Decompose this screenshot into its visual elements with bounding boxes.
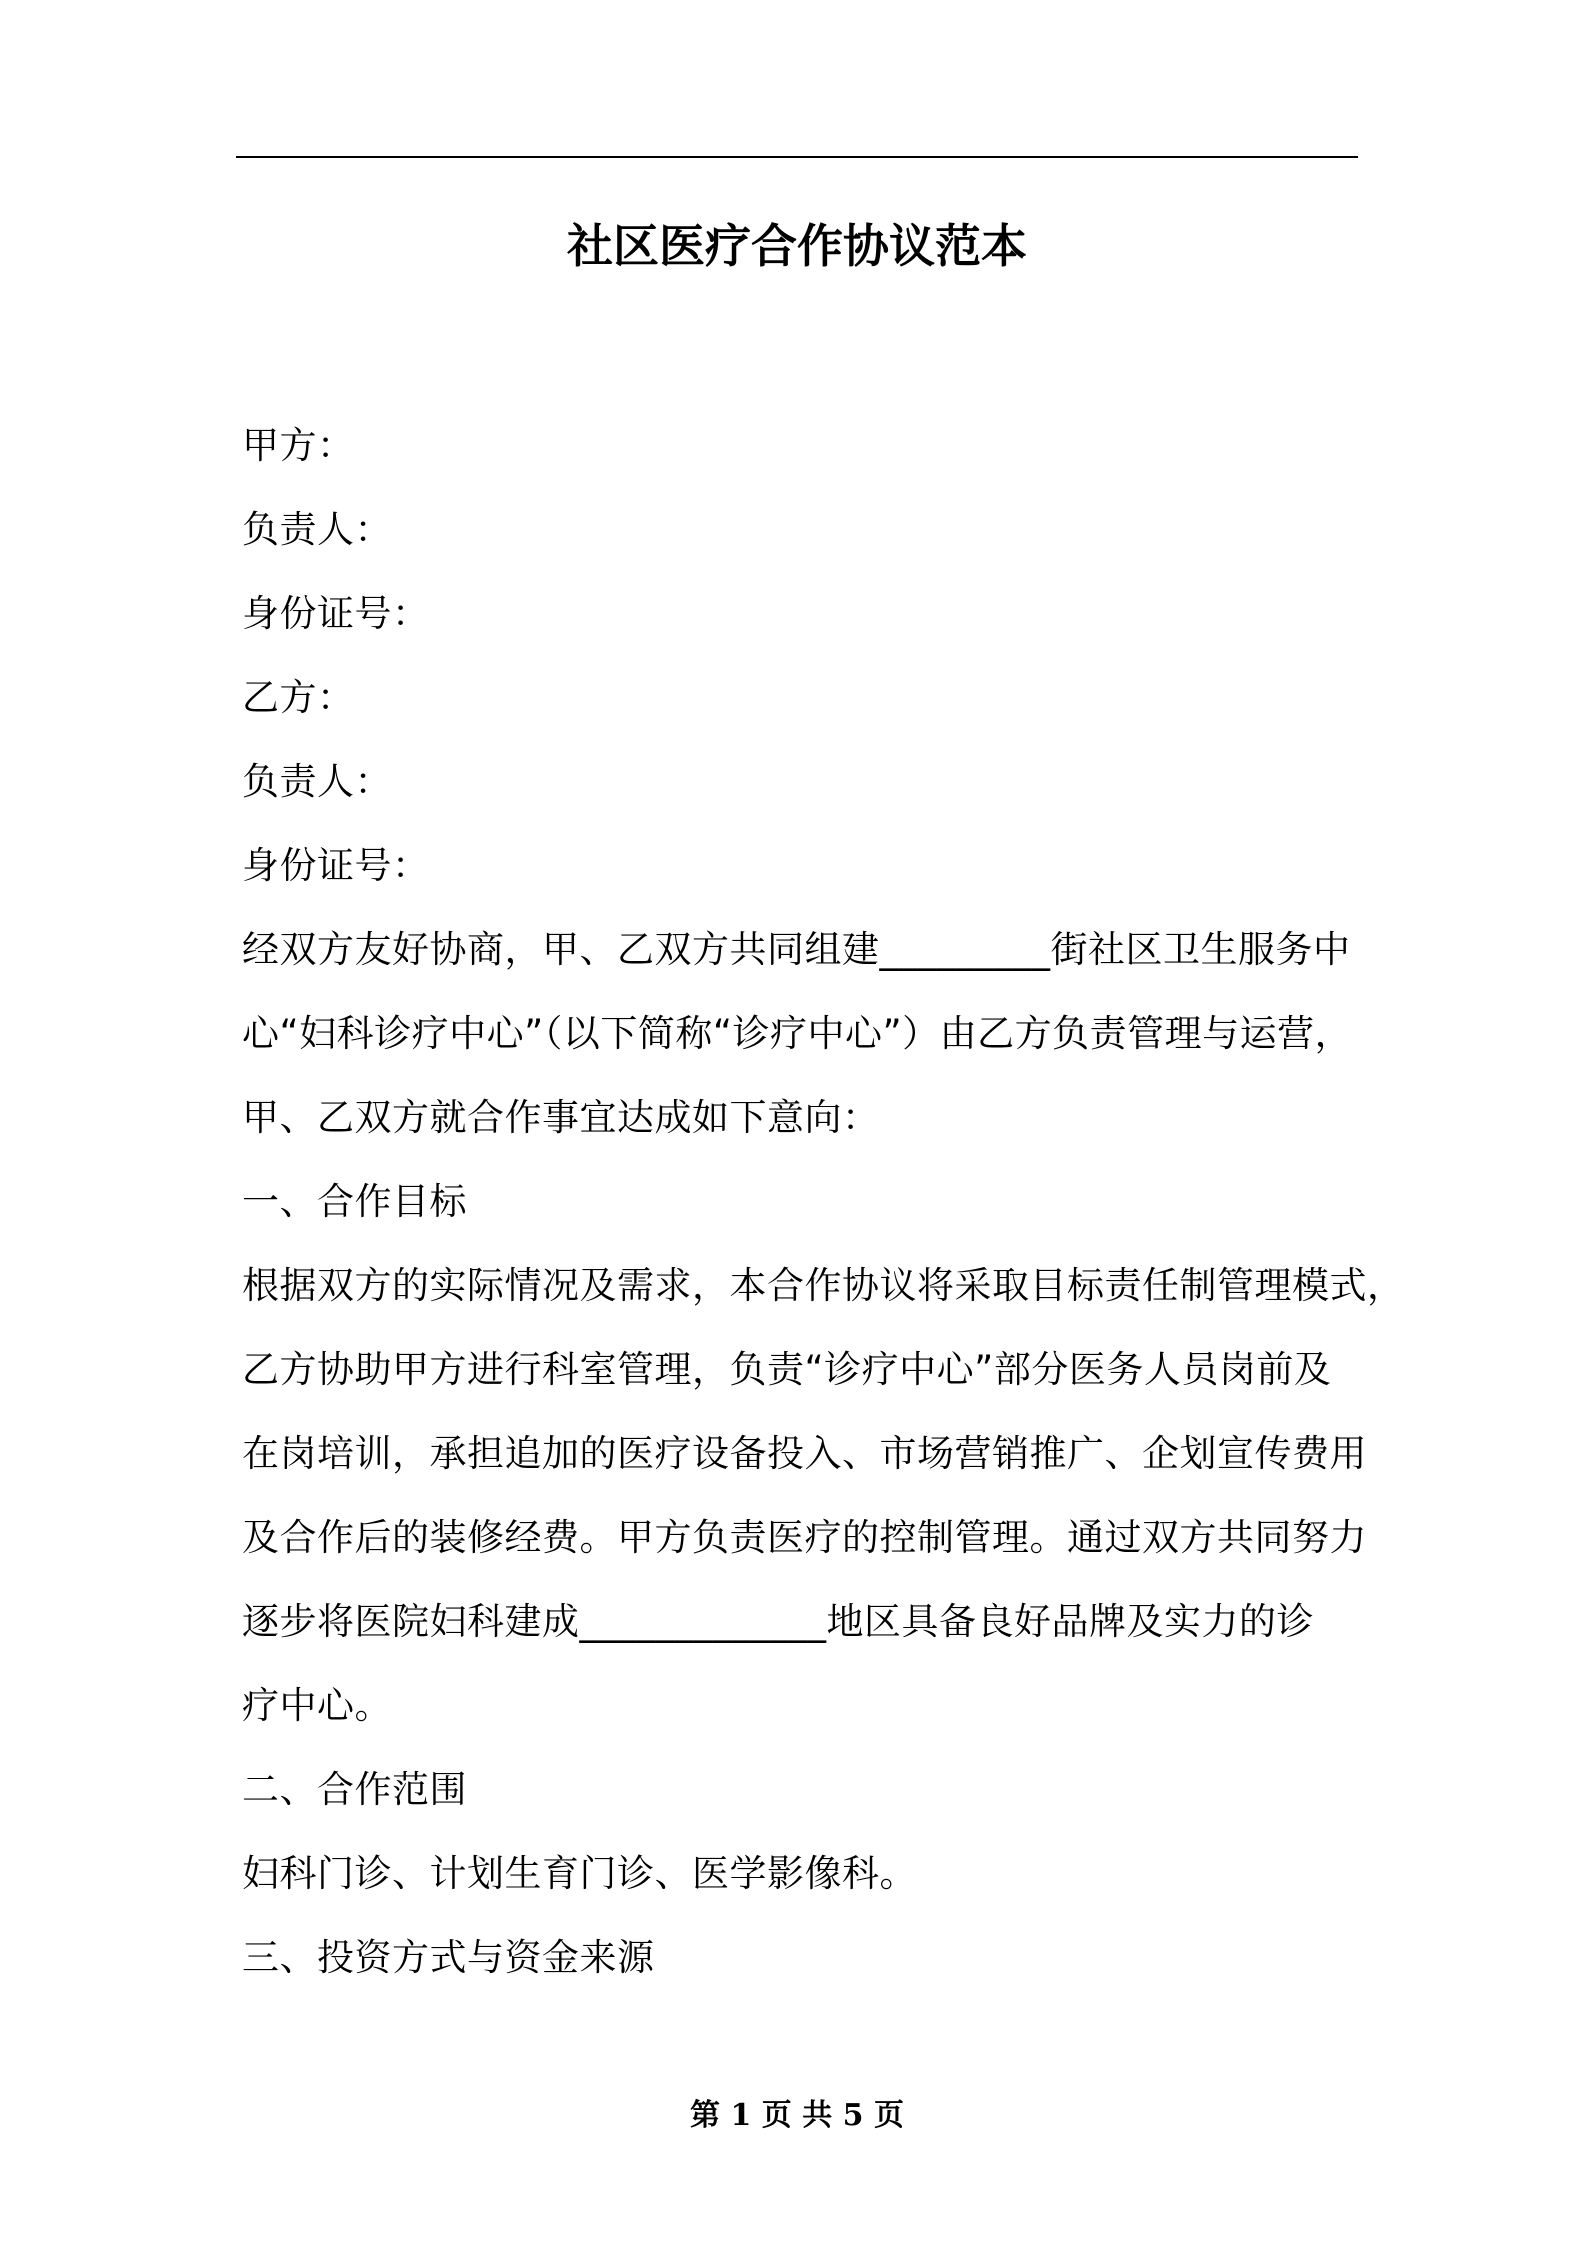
party-b-id-number-label: 身份证号： bbox=[242, 844, 430, 887]
page-footer bbox=[236, 2094, 1358, 2138]
paragraph-line: 乙方协助甲方进行科室管理，负责“诊疗中心”部分医务人员岗前及 bbox=[242, 1348, 1332, 1391]
paragraph-line: 妇科门诊、计划生育门诊、医学影像科。 bbox=[242, 1852, 917, 1895]
header-rule bbox=[236, 156, 1358, 158]
document-body bbox=[242, 404, 1405, 2000]
section-heading-goals: 一、合作目标 bbox=[242, 1180, 467, 1223]
paragraph-line: 甲、乙双方就合作事宜达成如下意向： bbox=[242, 1096, 880, 1139]
paragraph-line: 逐步将医院妇科建成_____________地区具备良好品牌及实力的诊 bbox=[242, 1600, 1314, 1643]
paragraph-line: 疗中心。 bbox=[242, 1684, 392, 1727]
paragraph-line: 在岗培训，承担追加的医疗设备投入、市场营销推广、企划宣传费用 bbox=[242, 1432, 1367, 1475]
party-a-representative-label: 负责人： bbox=[242, 508, 392, 551]
section-heading-scope: 二、合作范围 bbox=[242, 1768, 467, 1811]
party-a-id-number-label: 身份证号： bbox=[242, 592, 430, 635]
section-heading-investment: 三、投资方式与资金来源 bbox=[242, 1936, 655, 1979]
paragraph-line: 及合作后的装修经费。甲方负责医疗的控制管理。通过双方共同努力 bbox=[242, 1516, 1367, 1559]
paragraph-line: 心“妇科诊疗中心”（以下简称“诊疗中心”）由乙方负责管理与运营， bbox=[242, 1012, 1353, 1055]
party-b-representative-label: 负责人： bbox=[242, 760, 392, 803]
document-title: 社区医疗合作协议范本 bbox=[567, 219, 1027, 273]
party-a-label: 甲方： bbox=[242, 424, 355, 467]
page-number-label: 第 1 页 共 5 页 bbox=[690, 2098, 904, 2133]
party-b-label: 乙方： bbox=[242, 676, 355, 719]
paragraph-line: 经双方友好协商，甲、乙双方共同组建_________街社区卫生服务中 bbox=[242, 928, 1351, 971]
paragraph-line: 根据双方的实际情况及需求，本合作协议将采取目标责任制管理模式， bbox=[242, 1264, 1405, 1307]
